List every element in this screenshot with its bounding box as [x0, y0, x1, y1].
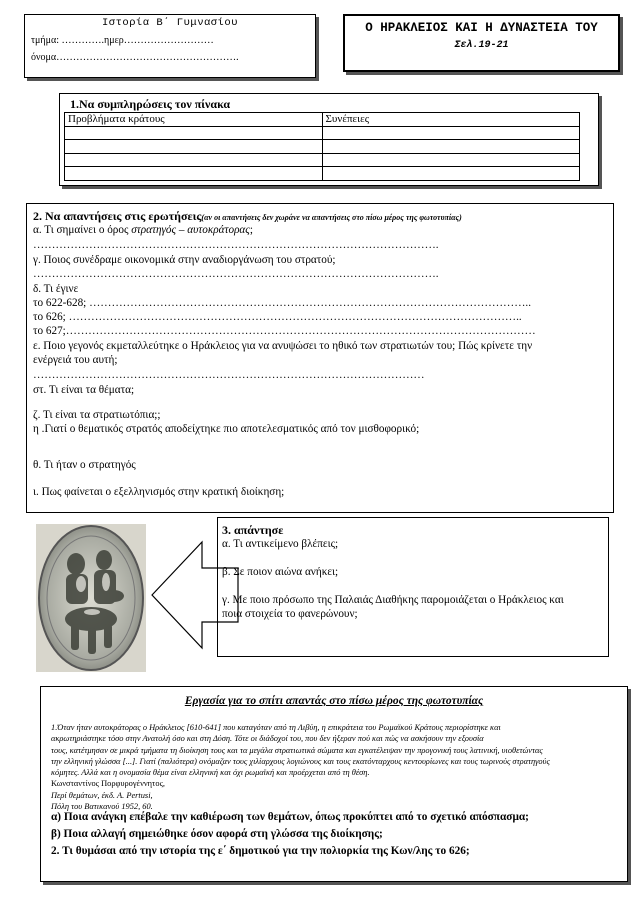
- problems-consequences-table: [64, 112, 580, 181]
- subject-title: Ιστορία Β΄ Γυμνασίου: [101, 17, 239, 29]
- table-cell[interactable]: [322, 167, 580, 181]
- section-1-table-exercise: [59, 93, 599, 186]
- name-line[interactable]: όνομα……………………………………………….: [31, 52, 239, 63]
- question-a-term: στρατηγός – αυτοκράτορας: [131, 224, 250, 236]
- source-line: Πόλη του Βατικανού 1952, 60.: [51, 802, 153, 812]
- question-3g-line2: ποια στοιχεία το φανερώνουν;: [222, 608, 358, 620]
- table-row: [65, 140, 580, 154]
- source-line: ακρωτηριάστηκε τόσο στην Ανατολή όσο και στη Δύση. Τότε οι διάδοχοί του, που δεν ήξεραν πού και πώς να ασκήσουν την εξουσία: [51, 734, 484, 744]
- homework-box: [40, 686, 628, 882]
- section-2-note: (αν οι απαντήσεις δεν χωράνε να απαντήσεις στο πίσω μέρος της φωτοτυπίας): [201, 213, 462, 222]
- table-cell[interactable]: [322, 153, 580, 167]
- homework-question-b: β) Ποια αλλαγή σημειώθηκε όσον αφορά στη γλώσσα της διοίκησης;: [51, 828, 383, 840]
- question-g: γ. Ποιος συνέδραμε οικονομικά στην αναδιοργάνωση του στρατού;: [33, 254, 336, 266]
- section-2-heading: 2. Να απαντήσεις στις ερωτήσεις: [33, 209, 202, 223]
- source-line: την ελληνική γλώσσα [...]. Γιατί (παλιότερα) ονόμαζαν τους χιλίαρχους λογιώνους και τους εκατόνταρχους κεντουρίωνες και τους τωρινούς στρατηγούς: [51, 756, 550, 766]
- question-3a: α. Τι αντικείμενο βλέπεις;: [222, 538, 339, 550]
- section-2-questions: [26, 203, 614, 513]
- question-a: [33, 224, 253, 236]
- question-d-622[interactable]: το 622-628; ………………………………………………………………………………………………………..: [33, 297, 531, 309]
- source-line: τους, κατέτμησαν σε μικρά τμήματα τη διοίκηση τους και τα μεγάλα στρατιωτικά σώματα και εγκατέλειψαν την προγονική τους λατινική, υιοθετώντας: [51, 745, 543, 755]
- question-a-text: α. Τι σημαίνει ο όρος: [33, 224, 132, 236]
- table-row: [65, 126, 580, 140]
- source-line: Κωνσταντίνος Πορφυρογέννητος,: [51, 779, 165, 789]
- answer-line[interactable]: ……………………………………………………………………………………………….: [33, 268, 439, 280]
- question-a-end: ;: [249, 224, 253, 236]
- lesson-title-box: [343, 14, 620, 72]
- section-2-heading-line: [33, 209, 462, 224]
- question-d: δ. Τι έγινε: [33, 283, 79, 295]
- homework-question-2: 2. Τι θυμάσαι από την ιστορία της ε΄ δημοτικού για την πολιορκία της Κων/λης το 626;: [51, 845, 470, 857]
- question-e-line2: ενέργειά του αυτή;: [33, 354, 118, 366]
- table-row: [65, 153, 580, 167]
- homework-question-a: α) Ποια ανάγκη επέβαλε την καθιέρωση των θεμάτων, όπως προκύπτει από το σχετικό απόσπασμα;: [51, 811, 529, 823]
- table-cell[interactable]: [65, 140, 323, 154]
- section-1-heading: 1.Να συμπληρώσεις τον πίνακα: [70, 97, 231, 111]
- table-cell[interactable]: [65, 153, 323, 167]
- question-th: θ. Τι ήταν ο στρατηγός: [33, 459, 136, 471]
- homework-heading: Εργασία για το σπίτι απαντάς στο πίσω μέρος της φωτοτυπίας: [184, 695, 484, 707]
- question-z: ζ. Τι είναι τα στρατιωτόπια;;: [33, 409, 161, 421]
- page-reference: Σελ.19-21: [454, 40, 509, 51]
- answer-line[interactable]: ……………………………………………………………………………………………: [33, 369, 425, 381]
- question-d-627[interactable]: το 627;………………………………………………………………………………………………………………: [33, 325, 536, 337]
- question-e-line1: ε. Ποιο γεγονός εκμεταλλεύτηκε ο Ηράκλειος για να ανυψώσει το ηθικό των στρατιωτών του; Πώς κρίνετε την: [33, 340, 533, 352]
- section-3-image-questions: [217, 517, 609, 657]
- class-date-line[interactable]: τμήμα: ………….ημερ………………………: [31, 35, 214, 46]
- section-3-heading: 3. απάντησε: [222, 523, 284, 537]
- table-row: [65, 167, 580, 181]
- silver-plate-illustration: [36, 524, 146, 672]
- column-header-consequences: Συνέπειες: [322, 113, 580, 127]
- table-cell[interactable]: [322, 140, 580, 154]
- lesson-title: Ο ΗΡΑΚΛΕΙΟΣ ΚΑΙ Η ΔΥΝΑΣΤΕΙΑ ΤΟΥ: [365, 21, 598, 35]
- student-info-box: [24, 14, 316, 78]
- source-line: Περί θεμάτων, έκδ. A. Pertusi,: [51, 790, 153, 800]
- question-st: στ. Τι είναι τα θέματα;: [33, 384, 135, 396]
- heraclius-silver-plate-image: [36, 524, 146, 672]
- table-cell[interactable]: [65, 167, 323, 181]
- question-d-626[interactable]: το 626; …………………………………………………………………………………………………………..: [33, 311, 522, 323]
- question-io: ι. Πως φαίνεται ο εξελληνισμός στην κρατική διοίκηση;: [33, 486, 285, 498]
- table-header-row: [65, 113, 580, 127]
- answer-line[interactable]: ……………………………………………………………………………………………….: [33, 239, 439, 251]
- table-cell[interactable]: [322, 126, 580, 140]
- question-3g-line1: γ. Με ποιο πρόσωπο της Παλαιάς Διαθήκης παρομοιάζεται ο Ηράκλειος και: [222, 594, 564, 606]
- question-i: η .Γιατί ο θεματικός στρατός αποδείχτηκε πιο αποτελεσματικός από τον μισθοφορικό;: [33, 423, 420, 435]
- column-header-problems: Προβλήματα κράτους: [65, 113, 323, 127]
- source-line: 1.Όταν ήταν αυτοκράτορας ο Ηράκλειος [610-641] που καταγόταν από τη Λιβύη, η επικράτεια του Ρωμαϊκού Κράτους περιορίστηκε και: [51, 723, 501, 732]
- source-excerpt: [51, 722, 619, 812]
- table-cell[interactable]: [65, 126, 323, 140]
- source-line: κόμητες. Αλλά και η ονομασία θέμα είναι ελληνική και όχι ρωμαϊκή και προέρχεται από τη θέση.: [51, 768, 370, 778]
- question-3b: β. Σε ποιον αιώνα ανήκει;: [222, 566, 339, 578]
